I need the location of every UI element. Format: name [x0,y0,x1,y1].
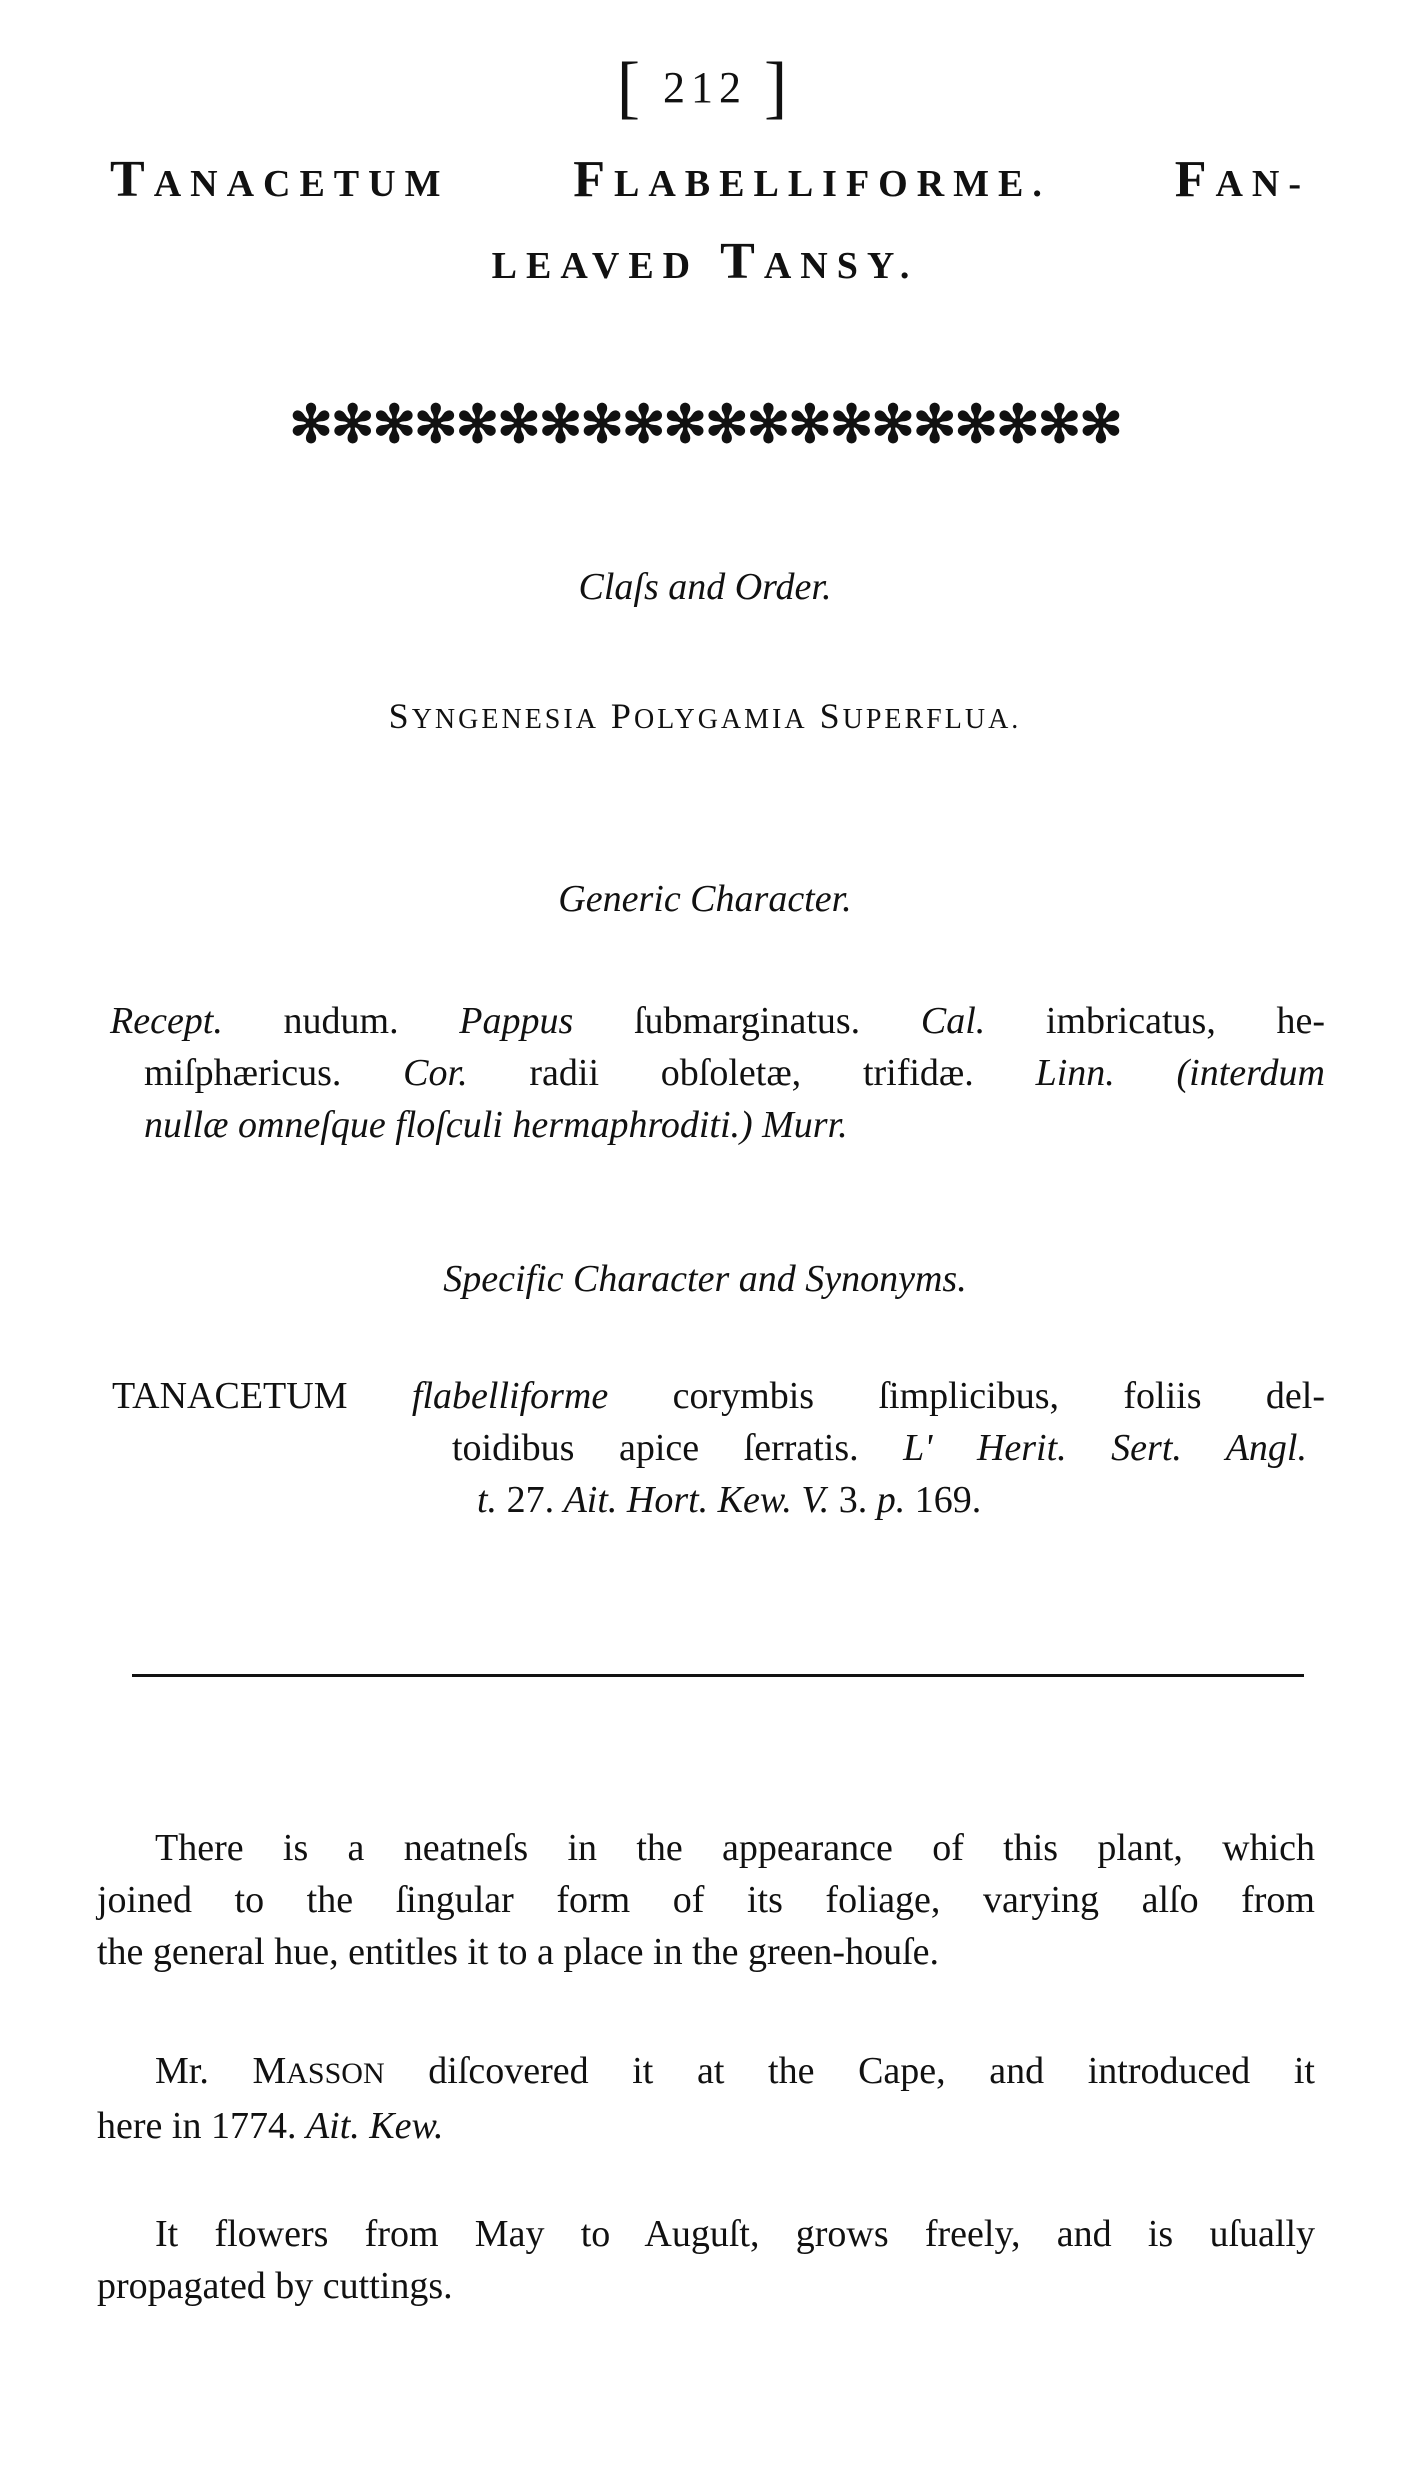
ornament-divider: ✻✻✻✻✻✻✻✻✻✻✻✻✻✻✻✻✻✻✻✻ [289,397,1121,454]
generic-heading: Generic Character. [558,878,852,920]
specific-text: TANACETUM flabelliforme corymbis ſimplicibus, foliis del- toidibus apice ſerratis. L' Herit. Sert. Angl. t. 27. Ait. Hort. Kew. V. 3. p. 169. [112,1375,1326,1521]
specific-heading: Specific Character and Synonyms. [443,1258,967,1300]
class-value: SYNGENESIA POLYGAMIA SUPERFLUA. [388,696,1022,736]
paragraph-3: It flowers from May to Auguſt, grows freely, and is uſually propagated by cuttings. [97,2213,1315,2307]
class-heading: Claſs and Order. [578,566,832,608]
plant-title-line2: LEAVED TANSY. [491,233,919,290]
paragraph-1: There is a neatneſs in the appearance of this plant, which joined to the ſingular form of its foliage, varying alſo from the general hue, entitles it to a place in the green-houſe. [97,1827,1315,1973]
plant-title-line1: TANACETUM FLABELLIFORME. FAN- [110,151,1310,208]
horizontal-rule [132,1674,1304,1677]
page-number: [ 212 ] [616,49,794,126]
page-number-value: 212 [663,63,747,112]
generic-text: Recept. nudum. Pappus ſubmarginatus. Cal. imbricatus, he- miſphæricus. Cor. radii obſoletæ, trifidæ. Linn. (interdum nullæ omneſque floſculi hermaphroditi.) Murr. [110,1000,1326,1146]
paragraph-2: Mr. MASSON diſcovered it at the Cape, and introduced it here in 1774. Ait. Kew. [97,2050,1315,2147]
